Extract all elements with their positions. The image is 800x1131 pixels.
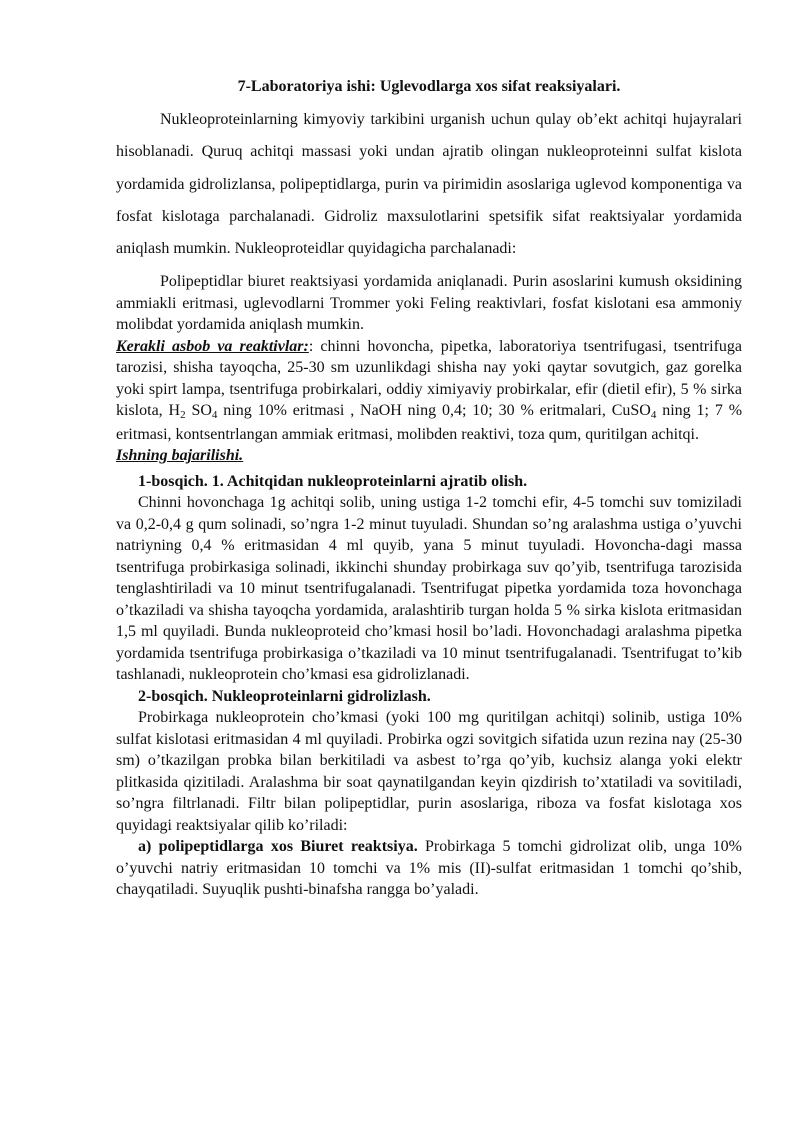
materials-text-3: ning 10% eritmasi , NaOH ning 0,4; 10; 30 % eritmalari, CuSO (217, 402, 651, 420)
materials-text-4: ning 1; 7 % eritmasi, kontsentrlangan ammiak eritmasi, molibden reaktivi, toza qum, quritilgan achitqi. (116, 402, 743, 443)
step-a-text: Probirkaga 5 tomchi gidrolizat olib, unga 10% o’yuvchi natriy eritmasidan 10 tomchi va 1% mis (II)-sulfat eritmasidan 1 tomchi qo’shib, chayqatiladi. Suyuqlik pushti-binafsha rangga bo’yaladi. (116, 838, 743, 899)
subscript: 2 (180, 409, 186, 422)
step-a-heading: a) polipeptidlarga xos Biuret reaktsiya. (138, 838, 418, 856)
materials-paragraph (116, 336, 742, 446)
intro-paragraph: Nukleoproteinlarning kimyoviy tarkibini urganish uchun qulay ob’ekt achitqi hujayralari hisoblanadi. Quruq achitqi massasi yoki undan ajratib olingan nukleoproteinni sulfat kislota yordamida gidrolizlansa, polipeptidlarga, purin va pirimidin asoslariga uglevod komponentiga va fosfat kislotaga parchalanadi. Gidroliz maxsulotlarini spetsifik sifat reaktsiyalar yordamida aniqlash mumkin. Nukleoproteidlar quyidagicha parchalanadi: (116, 111, 742, 258)
step1-text: Chinni hovonchaga 1g achitqi solib, uning ustiga 1-2 tomchi efir, 4-5 tomchi suv tomiziladi va 0,2-0,4 g qum solinadi, so’ngra 1-2 minut tuyuladi. Shundan so’ng aralashma ustiga o’yuvchi natriyning 0,4 % eritmasidan 4 ml quyib, yana 5 minut tuyuladi. Hovoncha-dagi massa tsentrifuga probirkasiga solinadi, ikkinchi shunday probirkaga suv qo’yib, tsentrifuga tarozisida tenglashtiriladi va 10 minut tsentrifugalanadi. Tsentrifugat pipetka yordamida toza hovonchaga o’tkaziladi va shisha tayoqcha yordamida, aralashtirib turgan holda 5 % sirka kislota eritmasidan 1,5 ml quyiladi. Bunda nukleoproteid cho’kmasi hosil bo’ladi. Hovonchadagi aralashma pipetka yordamida tsentrifuga probirkasiga o’tkaziladi va 10 minut tsentrifugalanadi. Tsentrifugat to’kib tashlanadi, nukleoprotein cho’kmasi esa gidrolizlanadi. (116, 494, 742, 684)
step2-text: Probirkaga nukleoprotein cho’kmasi (yoki 100 mg quritilgan achitqi) solinib, ustiga 10% sulfat kislotasi eritmasidan 4 ml quyiladi. Probirka ogzi sovitgich sifatida uzun rezina nay (25-30 sm) o’tkazilgan probka bilan berkitiladi va asbest to’rga qo’yib, kuchsiz alanga yoki elektr plitkasida qizitiladi. Aralashma bir soat qaynatilgandan keyin qizdirish to’xtatiladi va sovitiladi, so’ngra filtrlanadi. Filtr bilan polipeptidlar, purin asoslariga, riboza va fosfat kislotaga xos quyidagi reaktsiyalar qilib ko’riladi: (116, 709, 742, 834)
detection-paragraph: Polipeptidlar biuret reaktsiyasi yordamida aniqlanadi. Purin asoslarini kumush oksidining ammiakli eritmasi, uglevodlarni Trommer yoki Feling reaktivlari, fosfat kislotani esa ammoniy molibdat yordamida aniqlash mumkin. (116, 273, 742, 334)
subscript: 4 (650, 409, 657, 422)
materials-label: Kerakli asbob va reaktivlar: (116, 337, 309, 355)
materials-text-2: SO (185, 402, 212, 420)
procedure-label-line (116, 445, 742, 467)
step2-heading: 2-bosqich. Nukleoproteinlarni gidrolizlash. (138, 687, 431, 705)
step-a-paragraph (116, 836, 742, 901)
step1-heading: 1-bosqich. 1. Achitqidan nukleoproteinlarni ajratib olish. (138, 472, 528, 490)
procedure-label: Ishning bajarilishi. (116, 447, 244, 465)
document-page (116, 72, 742, 901)
page-title: 7-Laboratoriya ishi: Uglevodlarga xos sifat reaksiyalari. (237, 78, 621, 95)
materials-text-1: : chinni hovoncha, pipetka, laboratoriya tsentrifugasi, tsentrifuga tarozisi, shisha tayoqcha, 25-30 sm uzunlikdagi shisha nay yoki qaytar sovutgich, gaz gorelka yoki spirt lampa, tsentrifuga probirkalari, oddiy ximiyaviy probirkalar, efir (dietil efir), 5 % sirka kislota, H (116, 337, 742, 420)
subscript: 4 (211, 409, 218, 422)
